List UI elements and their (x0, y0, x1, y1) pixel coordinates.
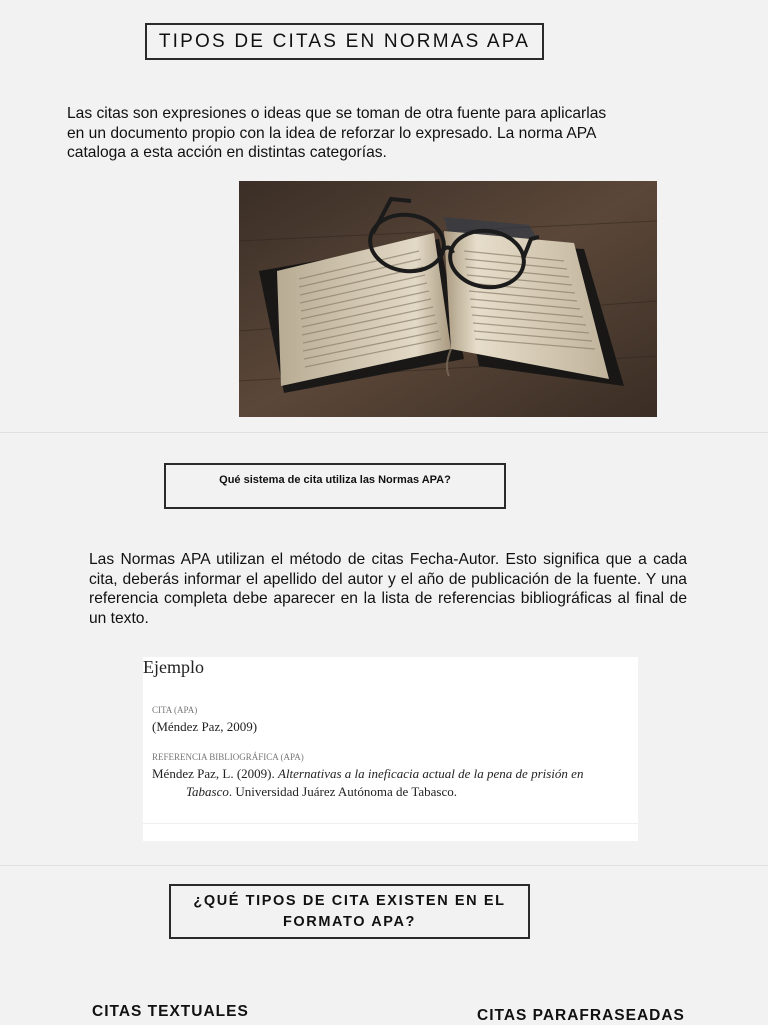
section-divider-2 (0, 865, 768, 866)
book-glasses-image (239, 181, 657, 417)
explanation-paragraph: Las Normas APA utilizan el método de citas Fecha-Autor. Esto significa que a cada cita, deberás informar el apellido del autor y el año de publicación de la fuente. Y una referencia completa debe aparecer en la lista de referencias bibliográficas al final de un texto. (89, 551, 687, 627)
question-box: Qué sistema de cita utiliza las Normas APA? (164, 463, 506, 509)
example-bottom-rule (143, 823, 638, 824)
types-heading-box (169, 884, 530, 939)
paraphrased-citations-heading: CITAS PARAFRASEADAS (477, 1007, 685, 1024)
reference-publisher: . Universidad Juárez Autónoma de Tabasco. (228, 784, 457, 798)
reference-title: Alternativas a la ineficacia actual de la pena de prisión en (278, 766, 584, 781)
reference-label: REFERENCIA BIBLIOGRÁFICA (APA) (152, 752, 304, 762)
reference-line-2 (186, 784, 457, 798)
reference-line-2-clip (143, 783, 638, 798)
example-figure (143, 657, 638, 841)
types-heading-line-1: ¿QUÉ TIPOS DE CITA EXISTEN EN EL (193, 892, 506, 909)
reference-title-cont: Tabasco (186, 784, 229, 798)
cita-label: CITA (APA) (152, 705, 198, 715)
textual-citations-heading: CITAS TEXTUALES (92, 1003, 249, 1020)
section-divider (0, 432, 768, 433)
page-title: TIPOS DE CITAS EN NORMAS APA (145, 23, 544, 60)
reference-line-1 (152, 766, 632, 782)
cita-text: (Méndez Paz, 2009) (152, 719, 258, 734)
example-title: Ejemplo (143, 657, 204, 677)
intro-paragraph: Las citas son expresiones o ideas que se toman de otra fuente para aplicarlas en un documento propio con la idea de reforzar lo expresado. La norma APA cataloga a esta acción en distintas categorías. (67, 105, 607, 161)
reference-author: Méndez Paz, L. (2009). (152, 766, 275, 781)
types-heading-line-2: FORMATO APA? (282, 913, 417, 930)
